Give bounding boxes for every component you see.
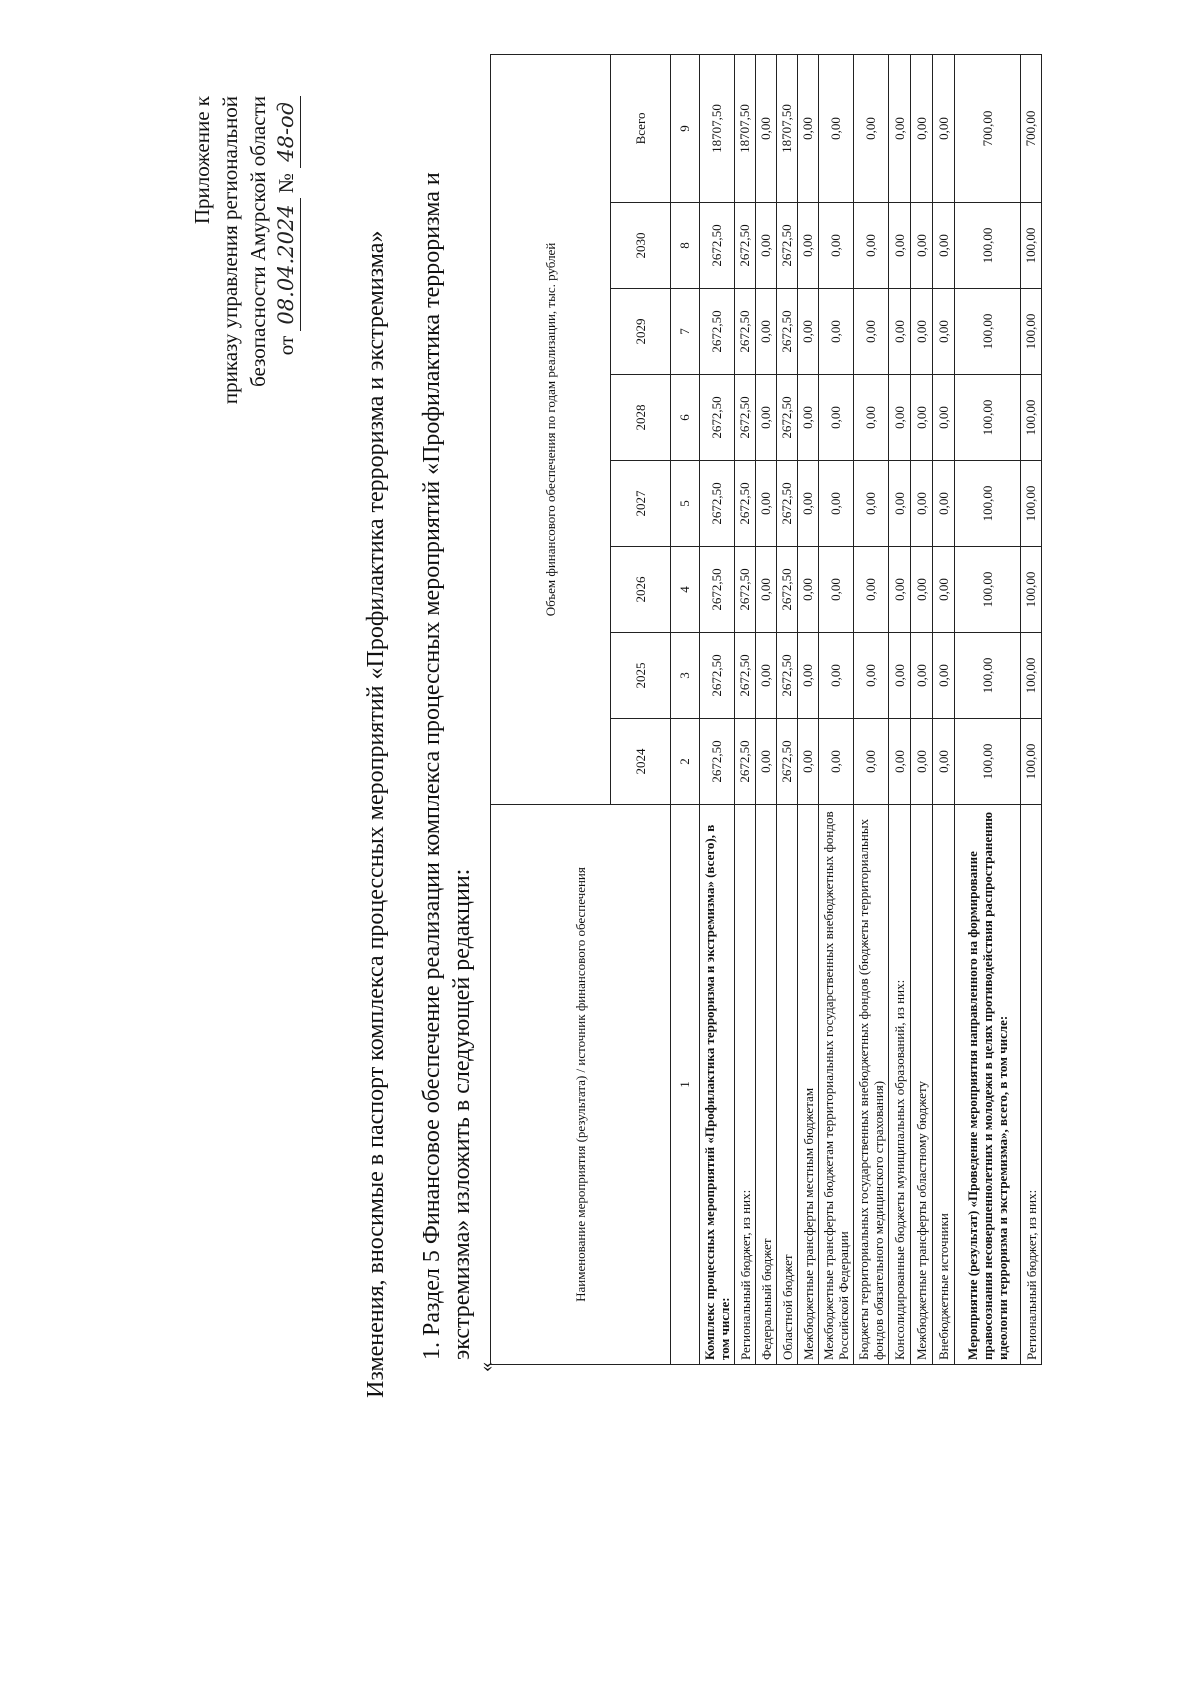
- row-year-value: 2672,50: [777, 461, 798, 547]
- row-year-value: 0,00: [889, 719, 911, 805]
- changes-heading: Изменения, вносимые в паспорт комплекса процессных мероприятий «Профилактика терроризма и экстремизма»: [363, 230, 389, 1398]
- appendix-line-2: приказу управления региональной: [218, 96, 242, 405]
- appendix-block: [188, 96, 301, 404]
- row-total-value: 0,00: [798, 54, 819, 202]
- row-year-value: 2672,50: [777, 719, 798, 805]
- section-instruction: 1. Раздел 5 Финансовое обеспечение реализации комплекса процессных мероприятий «Профилактика терроризма и экстремизма» изложить в следующей редакции:: [419, 172, 475, 1360]
- column-number: 9: [671, 54, 700, 202]
- row-year-value: 0,00: [798, 461, 819, 547]
- row-year-value: 0,00: [798, 375, 819, 461]
- row-name: Межбюджетные трансферты бюджетам территориальных государственных внебюджетных фондов Российской Федерации: [819, 805, 854, 1365]
- table-row: [955, 54, 1021, 1364]
- row-year-value: 100,00: [1021, 203, 1042, 289]
- row-year-value: 100,00: [955, 375, 1021, 461]
- row-year-value: 2672,50: [777, 289, 798, 375]
- row-year-value: 0,00: [756, 203, 777, 289]
- row-year-value: 100,00: [1021, 719, 1042, 805]
- row-year-value: 0,00: [819, 719, 854, 805]
- row-year-value: 0,00: [933, 633, 955, 719]
- row-year-value: 2672,50: [777, 375, 798, 461]
- row-total-value: 0,00: [854, 54, 889, 202]
- row-year-value: 100,00: [1021, 547, 1042, 633]
- row-year-value: 2672,50: [735, 547, 756, 633]
- header-year: 2025: [611, 633, 671, 719]
- handwritten-number: 48-од: [272, 96, 301, 168]
- row-year-value: 100,00: [1021, 633, 1042, 719]
- row-total-value: 18707,50: [735, 54, 756, 202]
- row-year-value: 0,00: [756, 547, 777, 633]
- row-year-value: 2672,50: [735, 375, 756, 461]
- row-total-value: 0,00: [911, 54, 933, 202]
- row-year-value: 100,00: [1021, 289, 1042, 375]
- column-number: 2: [671, 719, 700, 805]
- column-number: 5: [671, 461, 700, 547]
- table-row: [700, 54, 735, 1364]
- header-year: 2027: [611, 461, 671, 547]
- row-year-value: 0,00: [756, 719, 777, 805]
- row-year-value: 2672,50: [700, 547, 735, 633]
- row-year-value: 0,00: [798, 203, 819, 289]
- date-prefix: от: [274, 335, 298, 356]
- row-year-value: 0,00: [819, 289, 854, 375]
- row-name: Межбюджетные трансферты местным бюджетам: [798, 805, 819, 1365]
- row-year-value: 0,00: [798, 719, 819, 805]
- row-year-value: 0,00: [911, 719, 933, 805]
- row-year-value: 2672,50: [700, 375, 735, 461]
- row-year-value: 2672,50: [735, 203, 756, 289]
- row-year-value: 0,00: [933, 289, 955, 375]
- table-row: [777, 54, 798, 1364]
- row-year-value: 0,00: [889, 289, 911, 375]
- row-year-value: 0,00: [854, 719, 889, 805]
- appendix-date-line: [272, 96, 301, 404]
- row-year-value: 0,00: [933, 203, 955, 289]
- column-number: 7: [671, 289, 700, 375]
- row-name: Региональный бюджет, из них:: [735, 805, 756, 1365]
- row-year-value: 0,00: [756, 461, 777, 547]
- row-year-value: 0,00: [933, 375, 955, 461]
- row-year-value: 0,00: [854, 461, 889, 547]
- header-total: Всего: [611, 54, 671, 202]
- row-year-value: 0,00: [819, 203, 854, 289]
- row-year-value: 2672,50: [777, 633, 798, 719]
- row-year-value: 0,00: [911, 375, 933, 461]
- header-year: 2024: [611, 719, 671, 805]
- row-total-value: 0,00: [889, 54, 911, 202]
- table-row: [889, 54, 911, 1364]
- row-year-value: 100,00: [955, 461, 1021, 547]
- table-row: [798, 54, 819, 1364]
- header-year: 2030: [611, 203, 671, 289]
- column-number: 4: [671, 547, 700, 633]
- row-year-value: 0,00: [854, 203, 889, 289]
- column-number: 8: [671, 203, 700, 289]
- row-year-value: 0,00: [756, 375, 777, 461]
- row-total-value: 18707,50: [700, 54, 735, 202]
- row-total-value: 0,00: [819, 54, 854, 202]
- row-name: Региональный бюджет, из них:: [1021, 805, 1042, 1365]
- row-year-value: 0,00: [911, 547, 933, 633]
- table-row: [911, 54, 933, 1364]
- row-year-value: 0,00: [819, 375, 854, 461]
- row-year-value: 0,00: [911, 203, 933, 289]
- table-row: [933, 54, 955, 1364]
- row-name: Бюджеты территориальных государственных внебюджетных фондов (бюджеты территориальных фондов обязательного медицинского страхования): [854, 805, 889, 1365]
- row-total-value: 18707,50: [777, 54, 798, 202]
- row-year-value: 0,00: [933, 719, 955, 805]
- row-year-value: 0,00: [889, 375, 911, 461]
- row-year-value: 2672,50: [700, 719, 735, 805]
- row-year-value: 2672,50: [735, 289, 756, 375]
- row-year-value: 0,00: [854, 375, 889, 461]
- row-year-value: 2672,50: [735, 461, 756, 547]
- financing-table: [490, 54, 1042, 1365]
- row-year-value: 100,00: [955, 547, 1021, 633]
- row-year-value: 0,00: [798, 633, 819, 719]
- row-year-value: 2672,50: [777, 203, 798, 289]
- header-year: 2029: [611, 289, 671, 375]
- row-year-value: 100,00: [955, 719, 1021, 805]
- header-financing-group: Объем финансового обеспечения по годам реализации, тыс. рублей: [491, 54, 611, 804]
- row-year-value: 0,00: [933, 461, 955, 547]
- row-total-value: 0,00: [933, 54, 955, 202]
- row-year-value: 100,00: [955, 633, 1021, 719]
- row-total-value: 700,00: [955, 54, 1021, 202]
- header-year: 2028: [611, 375, 671, 461]
- row-year-value: 0,00: [889, 547, 911, 633]
- row-year-value: 0,00: [889, 461, 911, 547]
- row-year-value: 0,00: [911, 633, 933, 719]
- row-year-value: 2672,50: [700, 289, 735, 375]
- row-year-value: 2672,50: [777, 547, 798, 633]
- table-row: [1021, 54, 1042, 1364]
- row-year-value: 0,00: [756, 289, 777, 375]
- row-name: Областной бюджет: [777, 805, 798, 1365]
- table-row: [735, 54, 756, 1364]
- row-name: Внебюджетные источники: [933, 805, 955, 1365]
- number-prefix: №: [274, 173, 298, 194]
- appendix-line-3: безопасности Амурской области: [246, 96, 270, 387]
- row-year-value: 0,00: [933, 547, 955, 633]
- row-name: Комплекс процессных мероприятий «Профилактика терроризма и экстремизма» (всего), в том числе:: [700, 805, 735, 1365]
- row-year-value: 0,00: [798, 547, 819, 633]
- row-total-value: 700,00: [1021, 54, 1042, 202]
- column-number: 6: [671, 375, 700, 461]
- table-body: [700, 54, 1042, 1364]
- row-year-value: 2672,50: [735, 719, 756, 805]
- row-year-value: 0,00: [798, 289, 819, 375]
- row-name: Межбюджетные трансферты областному бюджету: [911, 805, 933, 1365]
- row-year-value: 0,00: [819, 461, 854, 547]
- row-year-value: 2672,50: [700, 633, 735, 719]
- row-year-value: 0,00: [889, 633, 911, 719]
- header-name-column: Наименование мероприятия (результата) / источник финансового обеспечения: [491, 805, 671, 1365]
- handwritten-date: 08.04.2024: [272, 198, 301, 330]
- row-year-value: 100,00: [955, 289, 1021, 375]
- row-name: Консолидированные бюджеты муниципальных образований, из них:: [889, 805, 911, 1365]
- opening-quote: «: [475, 1362, 497, 1372]
- header-year: 2026: [611, 547, 671, 633]
- row-year-value: 0,00: [911, 289, 933, 375]
- row-year-value: 0,00: [911, 461, 933, 547]
- row-total-value: 0,00: [756, 54, 777, 202]
- row-name: Федеральный бюджет: [756, 805, 777, 1365]
- row-year-value: 0,00: [854, 289, 889, 375]
- row-year-value: 100,00: [1021, 461, 1042, 547]
- row-year-value: 0,00: [854, 547, 889, 633]
- row-year-value: 2672,50: [735, 633, 756, 719]
- row-year-value: 100,00: [955, 203, 1021, 289]
- row-name: Мероприятие (результат) «Проведение мероприятия направленного на формирование правосознания несовершеннолетних и молодежи в целях противодействия распространению идеологии терроризма и экстремизма», всего, в том числе:: [955, 805, 1021, 1365]
- row-year-value: 0,00: [889, 203, 911, 289]
- row-year-value: 0,00: [819, 547, 854, 633]
- column-number: 1: [671, 805, 700, 1365]
- table-row: [756, 54, 777, 1364]
- row-year-value: 2672,50: [700, 203, 735, 289]
- row-year-value: 0,00: [854, 633, 889, 719]
- row-year-value: 0,00: [756, 633, 777, 719]
- row-year-value: 100,00: [1021, 375, 1042, 461]
- row-year-value: 0,00: [819, 633, 854, 719]
- table-row: [819, 54, 854, 1364]
- row-year-value: 2672,50: [700, 461, 735, 547]
- appendix-line-1: Приложение к: [190, 96, 214, 225]
- table-row: [854, 54, 889, 1364]
- column-number: 3: [671, 633, 700, 719]
